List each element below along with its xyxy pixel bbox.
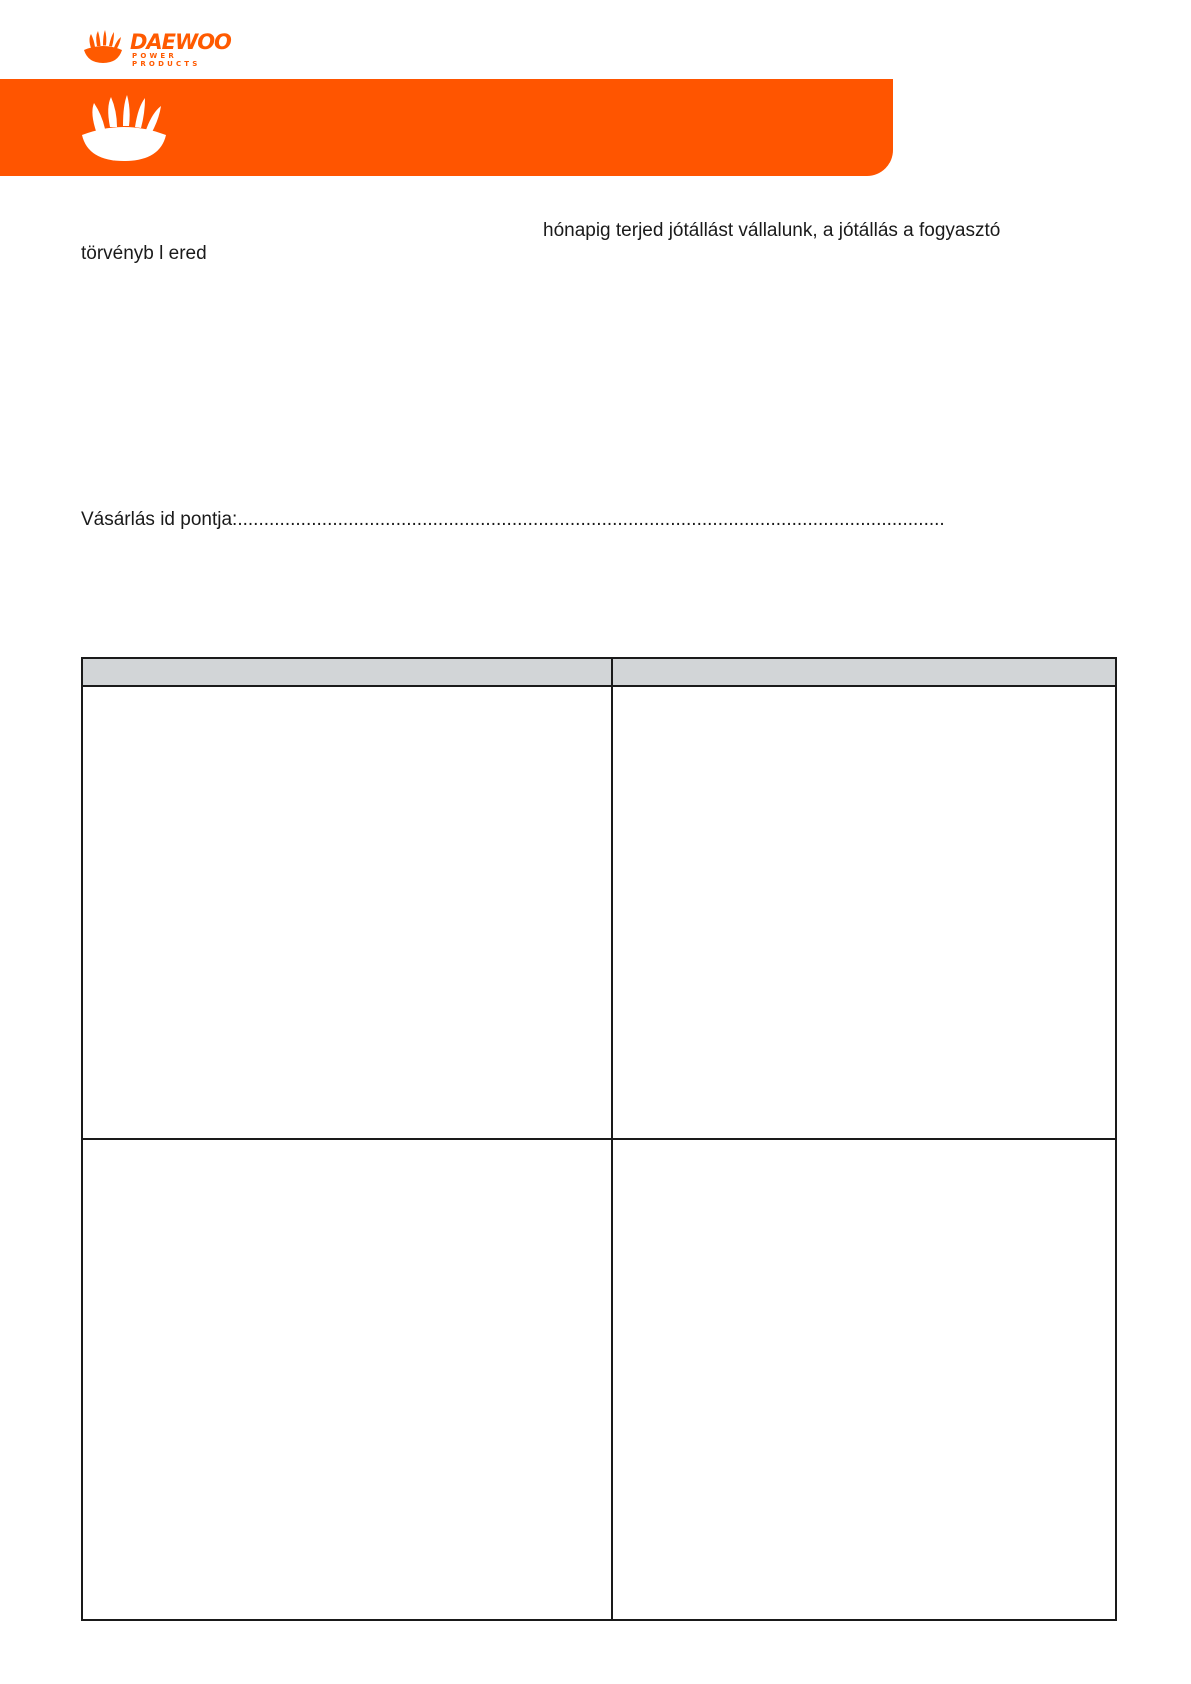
table-cell-top-left[interactable] <box>83 687 611 1138</box>
warranty-text-line-1: hónapig terjed jótállást vállalunk, a jótállás a fogyasztó <box>543 220 1001 241</box>
purchase-date-field[interactable] <box>81 509 945 531</box>
brand-logo <box>82 30 242 66</box>
warranty-text-line-2: törvényb l ered <box>81 243 207 264</box>
purchase-date-dots: ...................................................................................................................................... <box>237 509 945 530</box>
purchase-date-label: Vásárlás id pontja: <box>81 509 238 530</box>
table-header-row <box>83 659 1115 687</box>
daewoo-emblem-icon <box>80 95 168 161</box>
brand-name: DAEWOO <box>130 30 231 54</box>
table-cell-bottom-right[interactable] <box>613 1140 1115 1619</box>
brand-tagline: POWER PRODUCTS <box>132 52 201 68</box>
table-cell-top-right[interactable] <box>613 687 1115 1138</box>
header-banner <box>0 79 893 176</box>
service-record-table <box>81 657 1117 1621</box>
table-cell-bottom-left[interactable] <box>83 1140 611 1619</box>
daewoo-emblem-icon <box>82 30 124 64</box>
